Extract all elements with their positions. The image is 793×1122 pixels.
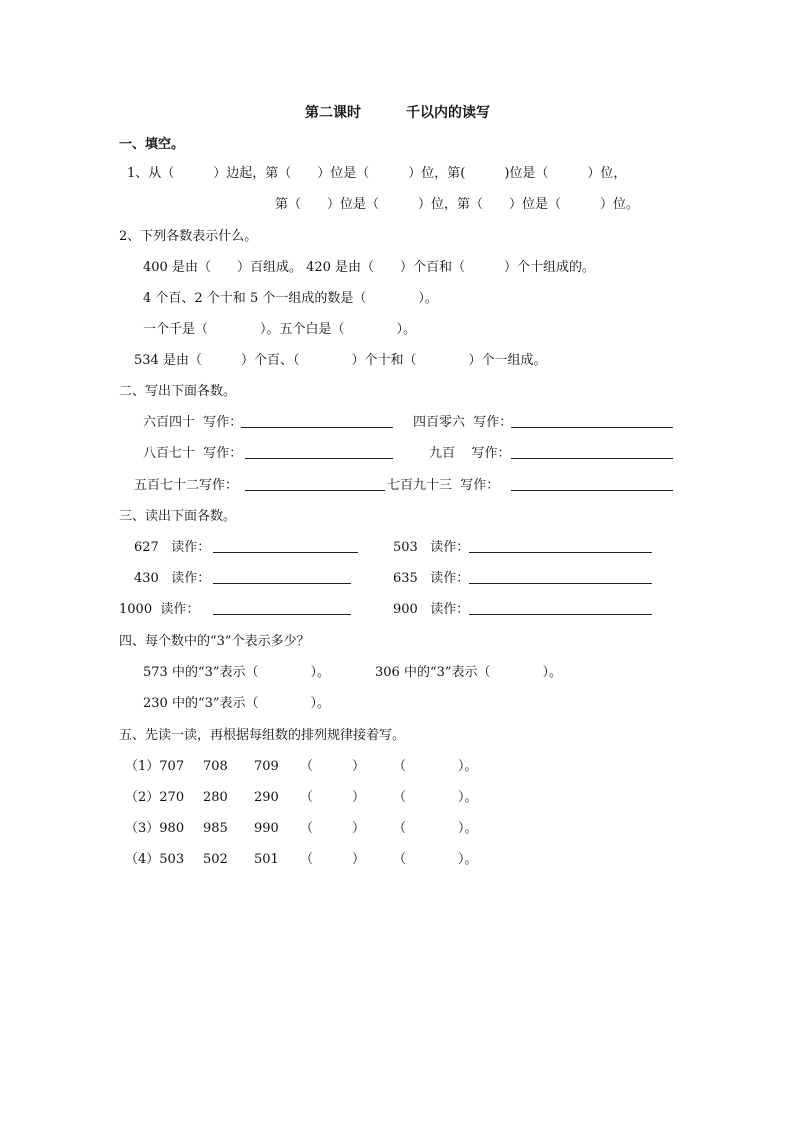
section-4-heading: 四、每个数中的“3”个表示多少？ [119,634,310,649]
sequence-number: 985 [203,821,228,836]
sequence-number: 502 [203,852,228,867]
section-1-heading: 一、填空。 [119,137,185,152]
read-item-label: 1000 读作： [119,602,200,617]
digit-question-c: 230 中的“3”表示（ ）。 [143,696,331,711]
sequence-number: 501 [254,852,279,867]
read-item-label: 635 读作： [393,571,470,586]
page-title: 千以内的读写 [406,105,490,121]
sequence-number: 990 [254,821,279,836]
read-item-label: 900 读作： [393,602,470,617]
sequence-label: （4）503 [125,852,185,867]
sequence-number: 709 [254,759,279,774]
read-item-label: 430 读作： [134,571,211,586]
write-answer-blank[interactable] [245,477,385,497]
sequence-blank[interactable]: （ ）。 [393,759,478,774]
digit-question-a: 573 中的“3”表示（ ）。 [143,665,331,680]
write-answer-blank[interactable] [511,445,673,465]
q2-line-d: 534 是由（ ）个百、（ ）个十和（ ）个一组成。 [134,353,547,368]
section-5-heading: 五、先读一读，再根据每组数的排列规律接着写。 [119,728,406,743]
sequence-label: （1）707 [125,759,185,774]
write-item-label: 八百七十 写作： [143,446,243,461]
sequence-number: 280 [203,790,228,805]
sequence-blank[interactable]: （ ）。 [393,821,478,836]
write-item-label: 五百七十二写作： [134,478,239,493]
sequence-blank[interactable]: （ ） [300,821,366,836]
sequence-blank[interactable]: （ ）。 [393,852,478,867]
read-answer-blank[interactable] [213,601,351,621]
read-answer-blank[interactable] [213,539,358,559]
q2-line-b: 4 个百、2 个十和 5 个一组成的数是（ ）。 [143,291,438,306]
lesson-label: 第二课时 [305,105,361,121]
read-item-label: 627 读作： [134,540,211,555]
read-answer-blank[interactable] [469,601,652,621]
write-item-label: 七百九十三 写作： [387,478,500,493]
q2-line-c: 一个千是（ ）。五个白是（ ）。 [143,322,417,337]
write-item-label: 六百四十 写作： [143,415,243,430]
sequence-number: 708 [203,759,228,774]
q2-heading: 2、下列各数表示什么。 [119,229,258,244]
sequence-blank[interactable]: （ ） [300,790,366,805]
read-answer-blank[interactable] [213,570,351,590]
q2-line-a: 400 是由（ ）百组成。 420 是由（ ）个百和（ ）个十组成的。 [143,260,596,275]
sequence-blank[interactable]: （ ）。 [393,790,478,805]
sequence-label: （3）980 [125,821,185,836]
write-item-label: 四百零六 写作： [413,415,513,430]
read-answer-blank[interactable] [469,539,652,559]
section-2-heading: 二、写出下面各数。 [119,384,237,399]
read-item-label: 503 读作： [393,540,470,555]
section-3-heading: 三、读出下面各数。 [119,509,237,524]
read-answer-blank[interactable] [469,570,652,590]
write-item-label: 九百 写作： [429,446,511,461]
sequence-blank[interactable]: （ ） [300,759,366,774]
digit-question-b: 306 中的“3”表示（ ）。 [375,665,563,680]
write-answer-blank[interactable] [241,414,393,434]
q1-line-1: 1、从（ ）边起，第（ ）位是（ ）位，第( )位是（ ）位， [127,166,627,181]
sequence-blank[interactable]: （ ） [300,852,366,867]
write-answer-blank[interactable] [511,414,673,434]
q1-line-2: 第（ ）位是（ ）位，第（ ）位是（ ）位。 [275,197,640,212]
write-answer-blank[interactable] [245,445,393,465]
sequence-label: （2）270 [125,790,185,805]
sequence-number: 290 [254,790,279,805]
write-answer-blank[interactable] [511,477,673,497]
